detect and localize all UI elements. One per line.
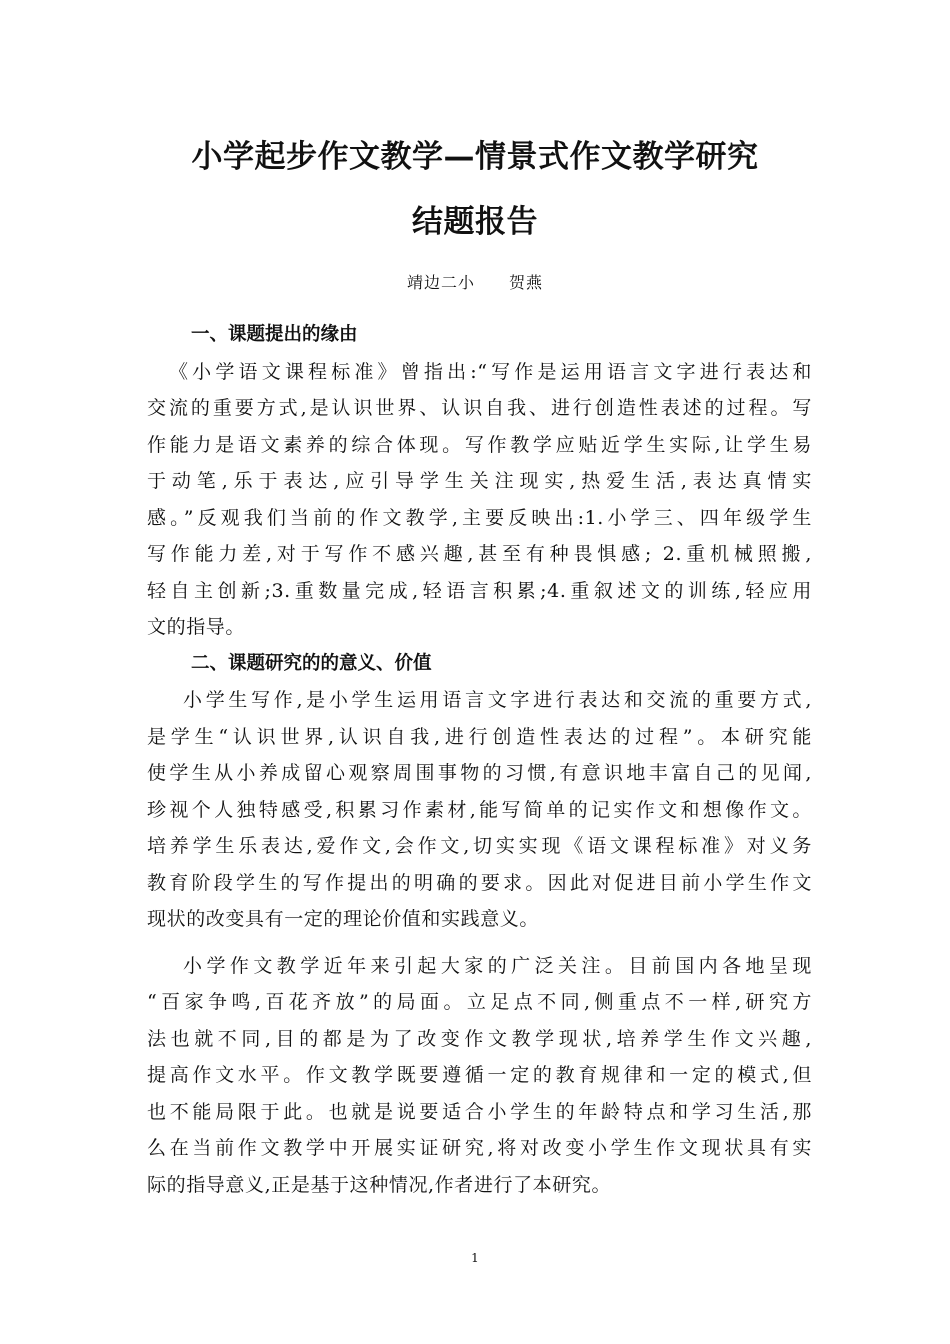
document-body xyxy=(147,317,812,1203)
text-line: 是学生“认识世界,认识自我,进行创造性表达的过程”。本研究能 xyxy=(147,725,812,748)
document-subtitle: 结题报告 xyxy=(412,204,538,240)
text-line: 法也就不同,目的都是为了改变作文教学现状,培养学生作文兴趣, xyxy=(147,1027,812,1050)
page-number: 1 xyxy=(471,1251,479,1265)
text-line: 么在当前作文教学中开展实证研究,将对改变小学生作文现状具有实 xyxy=(147,1137,812,1159)
text-line: 感。”反观我们当前的作文教学,主要反映出:1.小学三、四年级学生 xyxy=(147,506,812,529)
text-line: 作能力是语文素养的综合体现。写作教学应贴近学生实际,让学生易 xyxy=(147,433,812,456)
text-line: 交流的重要方式,是认识世界、认识自我、进行创造性表述的过程。写 xyxy=(147,397,812,419)
text-line: 小学生写作,是小学生运用语言文字进行表达和交流的重要方式, xyxy=(183,689,812,711)
paragraph-spacer xyxy=(147,938,812,948)
author-name: 贺燕 xyxy=(509,273,544,292)
text-line: 际的指导意义,正是基于这种情况,作者进行了本研究。 xyxy=(147,1173,612,1196)
text-line: 写作能力差,对于写作不感兴趣,甚至有种畏惧感; 2.重机械照搬, xyxy=(147,543,812,565)
text-line: 培养学生乐表达,爱作文,会作文,切实实现《语文课程标准》对义务 xyxy=(147,835,812,857)
text-line: 《小学语文课程标准》曾指出:“写作是运用语言文字进行表达和 xyxy=(169,360,812,383)
text-line: “百家争鸣,百花齐放”的局面。立足点不同,侧重点不一样,研究方 xyxy=(147,991,812,1013)
text-line: 使学生从小养成留心观察周围事物的习惯,有意识地丰富自己的见闻, xyxy=(147,762,812,784)
text-line: 提高作文水平。作文教学既要遵循一定的教育规律和一定的模式,但 xyxy=(147,1064,812,1086)
author-school: 靖边二小 xyxy=(406,273,475,292)
body-paragraph xyxy=(147,354,812,646)
text-line: 现状的改变具有一定的理论价值和实践意义。 xyxy=(147,908,540,930)
text-line: 珍视个人独特感受,积累习作素材,能写简单的记实作文和想像作文。 xyxy=(147,798,812,821)
text-line: 小学作文教学近年来引起大家的广泛关注。目前国内各地呈现 xyxy=(183,954,812,977)
section-heading: 二、课题研究的的意义、价值 xyxy=(191,652,432,674)
author-line xyxy=(0,270,950,293)
document-title: 小学起步作文教学—情景式作文教学研究 xyxy=(191,139,759,175)
text-line: 教育阶段学生的写作提出的明确的要求。因此对促进目前小学生作文 xyxy=(147,871,812,894)
text-line: 于动笔,乐于表达,应引导学生关注现实,热爱生活,表达真情实 xyxy=(147,470,812,492)
text-line: 也不能局限于此。也就是说要适合小学生的年龄特点和学习生活,那 xyxy=(147,1100,812,1123)
text-line: 轻自主创新;3.重数量完成,轻语言积累;4.重叙述文的训练,轻应用 xyxy=(147,579,812,602)
body-paragraph xyxy=(147,948,812,1204)
text-line: 文的指导。 xyxy=(147,616,246,638)
section-heading: 一、课题提出的缘由 xyxy=(191,324,358,345)
body-paragraph xyxy=(147,682,812,938)
